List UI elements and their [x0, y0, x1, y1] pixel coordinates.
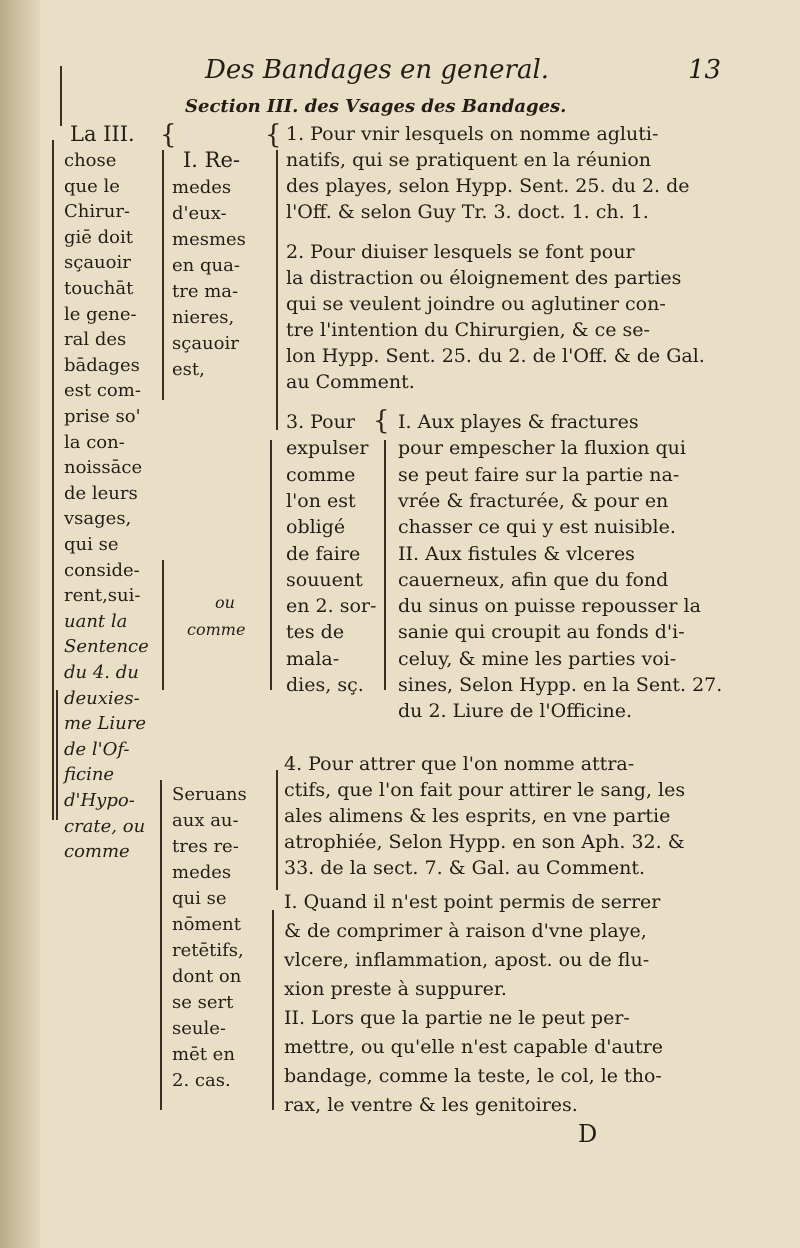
col1-line: conside-	[64, 559, 140, 581]
col2bot-line: tres re-	[172, 836, 239, 857]
col1-line: chose	[64, 150, 117, 171]
item3-left-line: tes de	[286, 621, 345, 644]
col2bot-line: Seruans	[172, 784, 247, 805]
item3-left-line: mala-	[286, 647, 340, 670]
item2-line: au Comment.	[286, 371, 415, 393]
item3-right-line: cauerneux, afin que du fond	[398, 568, 669, 591]
col2-comme: comme	[187, 620, 246, 639]
item4-line: atrophiée, Selon Hypp. en son Aph. 32. &	[284, 831, 685, 853]
cases-line: mettre, ou qu'elle n'est capable d'autre	[284, 1036, 663, 1058]
item3-left-line: souuent	[286, 568, 363, 591]
margin-rule	[384, 440, 386, 690]
col1-label: La III.	[70, 122, 135, 146]
cases-line: xion preste à suppurer.	[284, 978, 507, 1000]
col1-line: uant la	[64, 610, 128, 632]
item1-line: 1. Pour vnir lesquels on nomme agluti-	[286, 123, 659, 145]
item3-left-line: 3. Pour	[286, 411, 355, 433]
col1-line: giē doit	[64, 226, 134, 248]
col2top-line: est,	[172, 359, 205, 380]
col2bot-line: mēt en	[172, 1044, 235, 1065]
col2bot-line: medes	[172, 862, 232, 883]
brace-icon: {	[160, 120, 177, 150]
item3-right-line: se peut faire sur la partie na-	[398, 463, 680, 486]
item4-line: 33. de la sect. 7. & Gal. au Comment.	[284, 857, 646, 879]
margin-rule	[60, 66, 62, 126]
col2bot-line: qui se	[172, 888, 227, 909]
item2-line: lon Hypp. Sent. 25. du 2. de l'Off. & de Gal.	[286, 345, 705, 367]
col1-line: Sentence	[64, 636, 149, 658]
item2-line: 2. Pour diuiser lesquels se font pour	[286, 241, 635, 263]
col1-line: du 4. du	[64, 662, 139, 683]
page-gutter	[0, 0, 40, 1248]
item4-line: ales alimens & les esprits, en vne partie	[284, 805, 671, 827]
margin-rule	[160, 780, 162, 1110]
col1-line: me Liure	[64, 713, 147, 735]
item3-right-line: sines, Selon Hypp. en la Sent. 27.	[398, 674, 723, 696]
item3-right-line: II. Aux fistules & vlceres	[398, 542, 635, 565]
item3-right-line: pour empescher la fluxion qui	[398, 437, 686, 460]
col1-line: vsages,	[64, 508, 132, 530]
item3-left-line: comme	[286, 463, 356, 486]
item2-line: tre l'intention du Chirurgien, & ce se-	[286, 319, 650, 341]
running-title: Des Bandages en general.	[205, 55, 550, 85]
col1-line: le gene-	[64, 303, 137, 325]
col1-line: sçauoir	[64, 252, 131, 274]
col1-line: deuxies-	[64, 687, 140, 709]
col2bot-line: retētifs,	[172, 940, 244, 961]
item3-left-line: expulser	[286, 437, 369, 460]
cases-line: bandage, comme la teste, le col, le tho-	[284, 1065, 662, 1087]
cases-line: vlcere, inflammation, apost. ou de flu-	[284, 949, 650, 971]
col1-line: noissāce	[64, 457, 143, 479]
item3-left-line: de faire	[286, 542, 361, 565]
item2-line: qui se veulent joindre ou aglutiner con-	[286, 293, 666, 315]
brace-icon: {	[265, 120, 282, 150]
item2-line: la distraction ou éloignement des parties	[286, 267, 682, 289]
cases-line: & de comprimer à raison d'vne playe,	[284, 920, 647, 942]
col1-line: d'Hypo-	[64, 790, 135, 811]
item3-right-line: vrée & fracturée, & pour en	[398, 489, 669, 512]
item3-right-line: I. Aux playes & fractures	[398, 411, 639, 433]
col1-line: comme	[64, 841, 130, 863]
col1-line: ficine	[64, 764, 115, 786]
col2top-line: mesmes	[172, 229, 246, 250]
item1-line: des playes, selon Hypp. Sent. 25. du 2. de	[286, 175, 690, 197]
cases-line: rax, le ventre & les genitoires.	[284, 1094, 578, 1116]
col1-line: la con-	[64, 431, 125, 453]
section-heading: Section III. des Vsages des Bandages.	[185, 96, 567, 117]
item4-line: ctifs, que l'on fait pour attirer le sang, les	[284, 779, 686, 801]
col2top-line: d'eux-	[172, 203, 227, 224]
item3-left-line: dies, sç.	[286, 674, 364, 696]
col2top-line: tre ma-	[172, 281, 239, 302]
item3-left-line: l'on est	[286, 489, 356, 512]
col1-line: crate, ou	[64, 815, 146, 837]
col2top-line: nieres,	[172, 307, 235, 328]
brace-icon: {	[373, 406, 390, 436]
col1-line: est com-	[64, 380, 141, 402]
col2bot-line: nōment	[172, 914, 241, 935]
col2bot-line: aux au-	[172, 810, 239, 831]
catchword: D	[578, 1120, 598, 1148]
margin-rule	[162, 150, 164, 400]
item4-line: 4. Pour attrer que l'on nomme attra-	[284, 753, 635, 775]
margin-rule	[272, 910, 274, 1110]
cases-line: I. Quand il n'est point permis de serrer	[284, 891, 661, 913]
col2bot-line: 2. cas.	[172, 1070, 231, 1091]
item3-right-line: du 2. Liure de l'Officine.	[398, 700, 633, 723]
col1-line: touchāt	[64, 278, 134, 299]
col1-line: que le	[64, 175, 120, 197]
col2top-line: en qua-	[172, 255, 240, 276]
col1-line: bādages	[64, 354, 140, 376]
margin-rule	[276, 770, 278, 890]
margin-rule	[56, 690, 58, 820]
col1-line: ral des	[64, 329, 127, 351]
col1-line: qui se	[64, 534, 119, 555]
col2top-line: medes	[172, 177, 232, 198]
cases-line: II. Lors que la partie ne le peut per-	[284, 1007, 630, 1029]
col2bot-line: dont on	[172, 966, 242, 987]
col1-line: rent,sui-	[64, 585, 141, 607]
col1-line: de l'Of-	[64, 738, 130, 760]
col1-line: de leurs	[64, 482, 138, 504]
item3-left-line: obligé	[286, 516, 346, 539]
col2top-line: sçauoir	[172, 333, 239, 354]
margin-rule	[52, 140, 54, 820]
col2-label: I. Re-	[183, 148, 240, 172]
col1-line: Chirur-	[64, 201, 131, 223]
margin-rule	[270, 440, 272, 690]
item3-right-line: celuy, & mine les parties voi-	[398, 647, 677, 670]
item3-right-line: sanie qui croupit au fonds d'i-	[398, 621, 685, 644]
item1-line: l'Off. & selon Guy Tr. 3. doct. 1. ch. 1.	[286, 201, 649, 223]
item3-right-line: chasser ce qui y est nuisible.	[398, 516, 676, 539]
col2-ou: ou	[215, 593, 235, 612]
item1-line: natifs, qui se pratiquent en la réunion	[286, 149, 652, 171]
item3-left-line: en 2. sor-	[286, 595, 377, 618]
col2bot-line: se sert	[172, 992, 234, 1013]
margin-rule	[276, 150, 278, 430]
col1-line: prise so'	[64, 406, 141, 427]
item3-right-line: du sinus on puisse repousser la	[398, 595, 701, 618]
margin-rule	[162, 560, 164, 690]
page-number: 13	[688, 55, 722, 85]
col2bot-line: seule-	[172, 1018, 226, 1039]
